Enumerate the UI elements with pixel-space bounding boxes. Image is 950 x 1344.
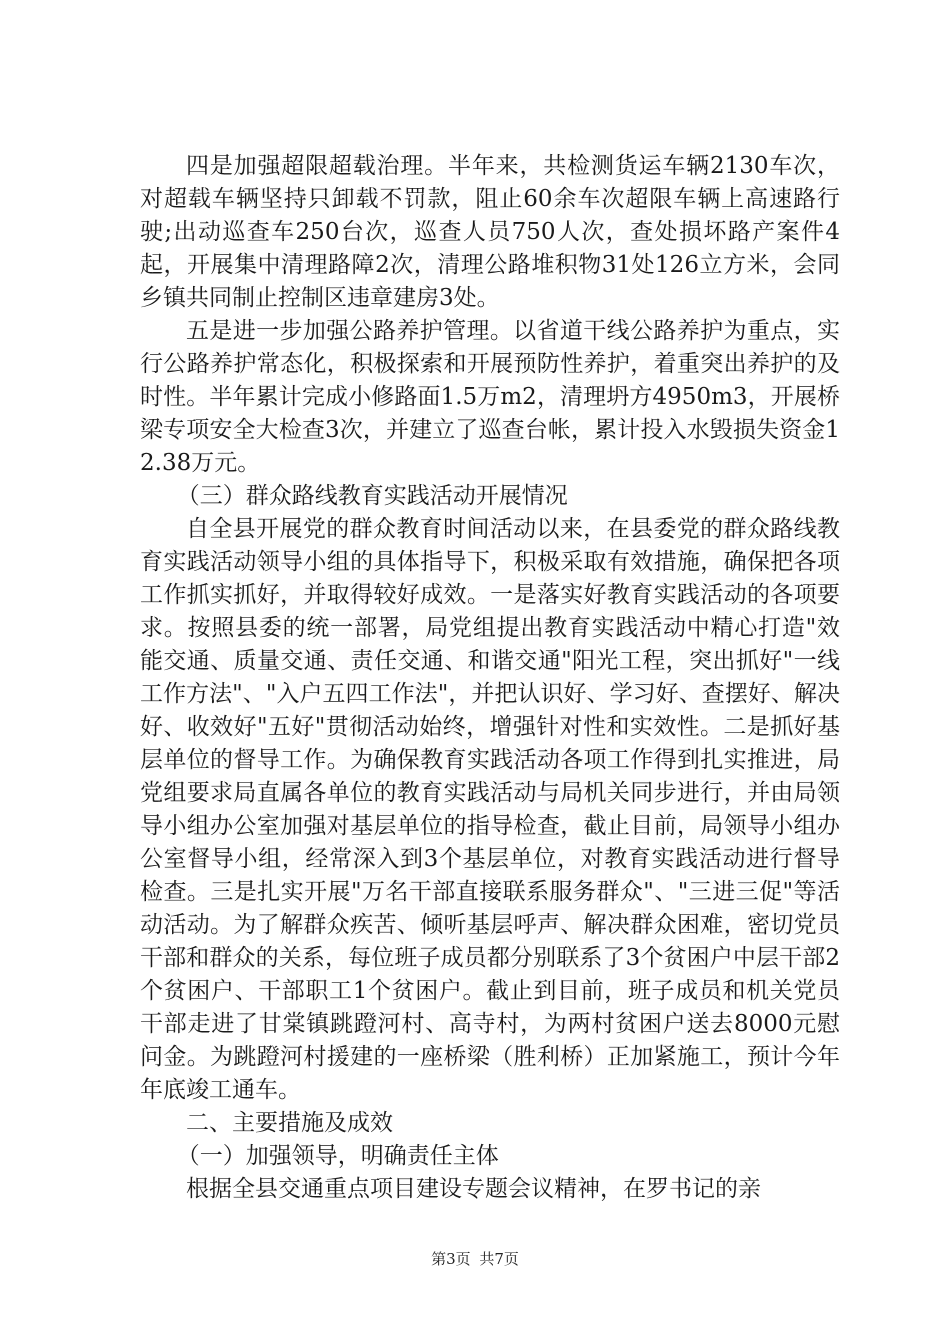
page-number: 第3页 xyxy=(431,1250,471,1268)
paragraph-road-maintenance: 五是进一步加强公路养护管理。以省道干线公路养护为重点，实行公路养护常态化，积极探索和开展预防性养护，着重突出养护的及时性。半年累计完成小修路面1.5万m2，清理坍方4950m3，开展桥梁专项安全大检查3次，并建立了巡查台帐，累计投入水毁损失资金12.38万元。 xyxy=(140,318,840,476)
section-heading-main-measures: 二、主要措施及成效 xyxy=(186,1110,393,1136)
paragraph-overload-control: 四是加强超限超载治理。半年来，共检测货运车辆2130车次，对超载车辆坚持只卸载不罚款，阻止60余车次超限车辆上高速路行驶;出动巡查车250台次，巡查人员750人次，查处损坏路产案件4起，开展集中清理路障2次，清理公路堆积物31处126立方米，会同乡镇共同制止控制区违章建房3处。 xyxy=(140,153,840,311)
document-body xyxy=(140,150,840,1206)
page-total: 共7页 xyxy=(479,1250,519,1268)
paragraph-mass-line-activities: 自全县开展党的群众教育时间活动以来，在县委党的群众路线教育实践活动领导小组的具体指导下，积极采取有效措施，确保把各项工作抓实抓好，并取得较好成效。一是落实好教育实践活动的各项要求。按照县委的统一部署，局党组提出教育实践活动中精心打造"效能交通、质量交通、责任交通、和谐交通"阳光工程，突出抓好"一线工作方法"、"入户五四工作法"，并把认识好、学习好、查摆好、解决好、收效好"五好"贯彻活动始终，增强针对性和实效性。二是抓好基层单位的督导工作。为确保教育实践活动各项工作得到扎实推进，局党组要求局直属各单位的教育实践活动与局机关同步进行，并由局领导小组办公室加强对基层单位的指导检查，截止目前，局领导小组办公室督导小组，经常深入到3个基层单位，对教育实践活动进行督导检查。三是扎实开展"万名干部直接联系服务群众"、"三进三促"等活动活动。为了解群众疾苦、倾听基层呼声、解决群众困难，密切党员干部和群众的关系，每位班子成员都分别联系了3个贫困户中层干部2个贫困户、干部职工1个贫困户。截止到目前，班子成员和机关党员干部走进了甘棠镇跳蹬河村、高寺村，为两村贫困户送去8000元慰问金。为跳蹬河村援建的一座桥梁（胜利桥）正加紧施工，预计今年年底竣工通车。 xyxy=(140,516,840,1103)
section-heading-leadership: （一）加强领导，明确责任主体 xyxy=(176,1143,499,1169)
page-footer xyxy=(0,1248,950,1269)
paragraph-key-projects: 根据全县交通重点项目建设专题会议精神，在罗书记的亲 xyxy=(186,1176,761,1202)
section-heading-mass-line: （三）群众路线教育实践活动开展情况 xyxy=(176,483,568,509)
